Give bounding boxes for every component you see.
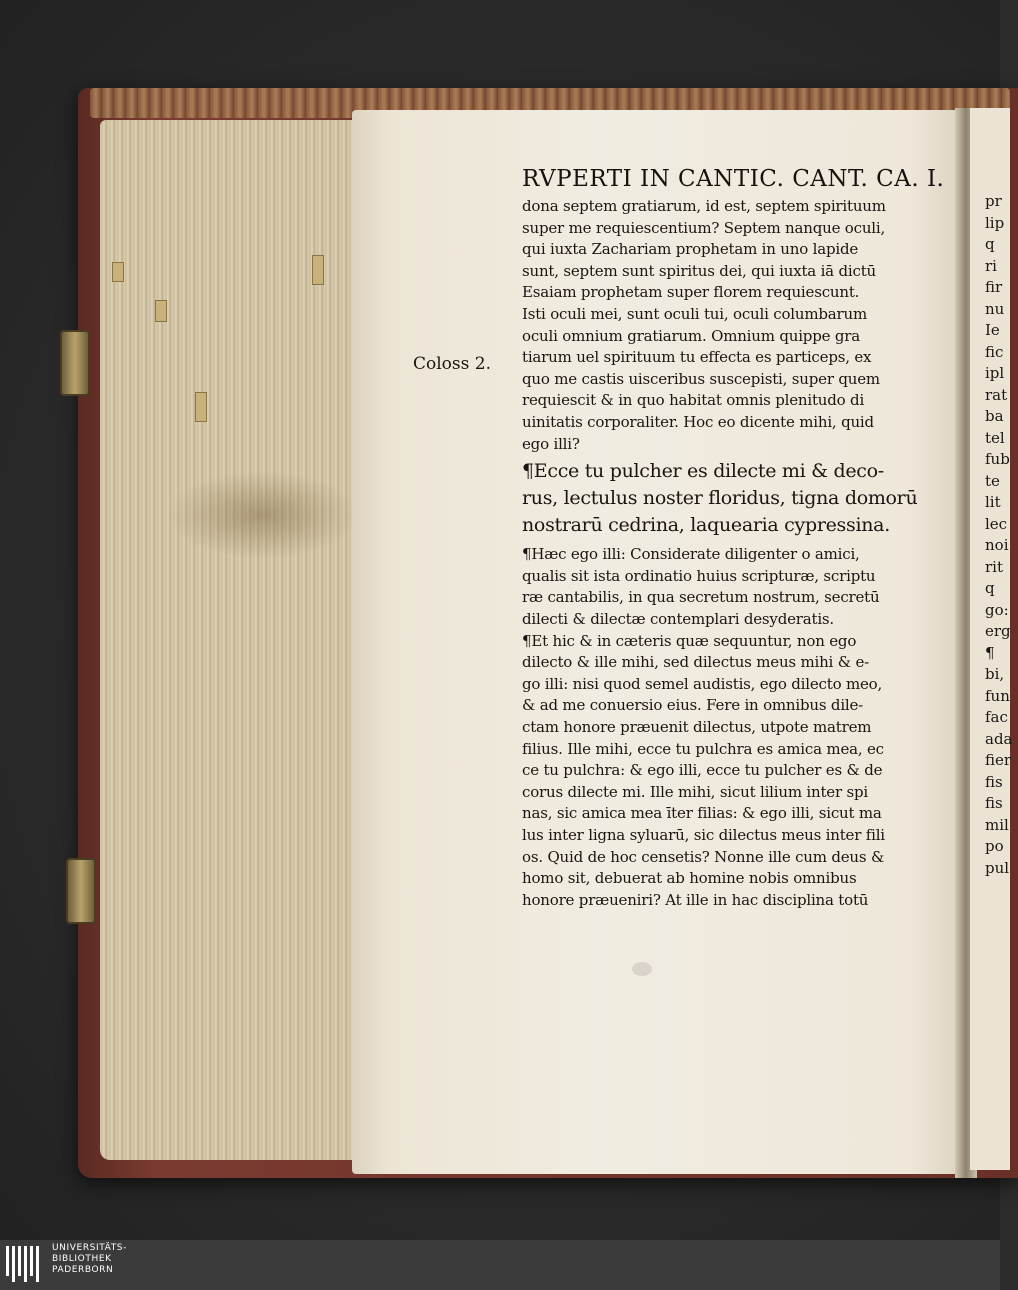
next-page-fragment: rit (985, 557, 1003, 576)
library-logo-line: UNIVERSITÄTS- (52, 1243, 127, 1253)
clasp-bottom (66, 858, 96, 924)
text-line: os. Quid de hoc censetis? Nonne ille cum deus & (522, 847, 885, 866)
library-logo-line: BIBLIOTHEK (52, 1254, 112, 1264)
page-tab (155, 300, 167, 322)
next-page-fragment: fir (985, 278, 1003, 296)
clasp-top (60, 330, 90, 396)
text-line: ego illi? (522, 434, 580, 453)
logo-bar (12, 1246, 15, 1282)
text-line: nas, sic amica mea īter filias: & ego illi, sicut ma (522, 804, 882, 823)
text-line: & ad me conuersio eius. Fere in omnibus dile- (522, 696, 864, 715)
text-line: ¶Ecce tu pulcher es dilecte mi & deco- (522, 460, 884, 483)
text-line: ¶Hæc ego illi: Considerate diligenter o amici, (522, 545, 860, 564)
running-head: RVPERTI IN CANTIC. CANT. CA. I. (522, 166, 945, 192)
next-page-fragment: erg (985, 622, 1011, 640)
next-page-fragment: po (985, 837, 1004, 855)
next-page-fragment: te (985, 471, 1000, 490)
text-line: ræ cantabilis, in qua secretum nostrum, secretū (522, 588, 880, 607)
next-page-fragment: go: (985, 600, 1009, 619)
library-logo-line: PADERBORN (52, 1265, 114, 1275)
text-line: lus inter ligna syluarū, sic dilectus meus inter fili (522, 826, 885, 844)
next-page-fragment: pul (985, 858, 1010, 877)
next-page-fragment: fun (985, 686, 1010, 705)
text-line: dilecto & ille mihi, sed dilectus meus mihi & e- (522, 653, 869, 672)
text-line: sunt, septem sunt spiritus dei, qui iuxta iā dictū (522, 261, 876, 280)
text-line: corus dilecte mi. Ille mihi, sicut lilium inter spi (522, 782, 869, 801)
text-line: oculi omnium gratiarum. Omnium quippe gra (522, 326, 860, 345)
next-page-fragment: q (985, 235, 995, 253)
text-line: honore præueniri? At ille in hac disciplina totū (522, 890, 869, 909)
logo-bar (6, 1246, 9, 1276)
next-page-fragment: fic (985, 342, 1004, 361)
text-line: qui iuxta Zachariam prophetam in uno lapide (522, 240, 859, 259)
logo-bar (36, 1246, 39, 1282)
text-line: requiescit & in quo habitat omnis plenitudo di (522, 391, 865, 410)
text-line: qualis sit ista ordinatio huius scripturæ, scriptu (522, 566, 876, 585)
text-line: homo sit, debuerat ab homine nobis omnibus (522, 869, 857, 888)
footer-bar (0, 1240, 1000, 1290)
next-page-fragment: noi (985, 536, 1009, 554)
next-page-fragment: lec (985, 514, 1008, 533)
next-page-fragment: ri (985, 256, 997, 275)
next-page-fragment: mil (985, 815, 1009, 834)
next-page-fragment: fis (985, 794, 1003, 812)
next-page-fragment: fac (985, 708, 1008, 726)
page-tab (195, 392, 207, 422)
next-page-fragment: fis (985, 772, 1003, 791)
text-line: Isti oculi mei, sunt oculi tui, oculi columbarum (522, 305, 867, 323)
page-tab (312, 255, 324, 285)
text-line: rus, lectulus noster floridus, tigna domorū (522, 487, 918, 510)
text-line: quo me castis uisceribus suscepisti, super quem (522, 369, 880, 388)
library-stamp (632, 962, 652, 976)
logo-bar (18, 1246, 21, 1276)
text-line: ce tu pulchra: & ego illi, ecce tu pulcher es & de (522, 761, 883, 780)
library-logo-icon (6, 1246, 46, 1284)
text-line: go illi: nisi quod semel audistis, ego dilecto meo, (522, 674, 883, 693)
next-page-fragment: lit (985, 493, 1001, 511)
page-tab (112, 262, 124, 282)
next-page-fragment: fub (985, 450, 1010, 468)
text-line: dona septem gratiarum, id est, septem spirituum (522, 197, 886, 215)
text-line: filius. Ille mihi, ecce tu pulchra es amica mea, ec (522, 739, 884, 758)
next-page-fragment: rat (985, 385, 1008, 404)
margin-note: Coloss 2. (413, 354, 491, 374)
next-page-fragment: Ie (985, 321, 1000, 339)
logo-bar (30, 1246, 33, 1276)
text-line: uinitatis corporaliter. Hoc eo dicente mihi, quid (522, 413, 874, 431)
text-line: tiarum uel spirituum tu effecta es particeps, ex (522, 348, 872, 367)
next-page-fragment: fier (985, 751, 1012, 769)
text-line: super me requiescentium? Septem nanque oculi, (522, 218, 886, 237)
next-page-fragment: ba (985, 407, 1004, 425)
edge-stain (165, 470, 360, 560)
next-page-edge (970, 108, 1013, 1170)
next-page-fragment: ¶ (985, 643, 995, 662)
text-line: dilecti & dilectæ contemplari desyderatis. (522, 610, 834, 628)
logo-bar (24, 1246, 27, 1282)
next-page-fragment: nu (985, 299, 1005, 318)
next-page-fragment: pr (985, 192, 1002, 210)
text-line: nostrarū cedrina, laquearia cypressina. (522, 514, 890, 537)
text-line: ctam honore præuenit dilectus, utpote matrem (522, 718, 872, 736)
next-page-fragment: ada (985, 729, 1013, 748)
next-page-fragment: bi, (985, 665, 1005, 683)
next-page-fragment: q (985, 579, 995, 597)
text-line: ¶Et hic & in cæteris quæ sequuntur, non ego (522, 631, 857, 650)
text-line: Esaiam prophetam super florem requiescunt. (522, 283, 860, 302)
next-page-fragment: tel (985, 428, 1005, 447)
next-page-fragment: ipl (985, 364, 1005, 382)
next-page-fragment: lip (985, 213, 1005, 232)
